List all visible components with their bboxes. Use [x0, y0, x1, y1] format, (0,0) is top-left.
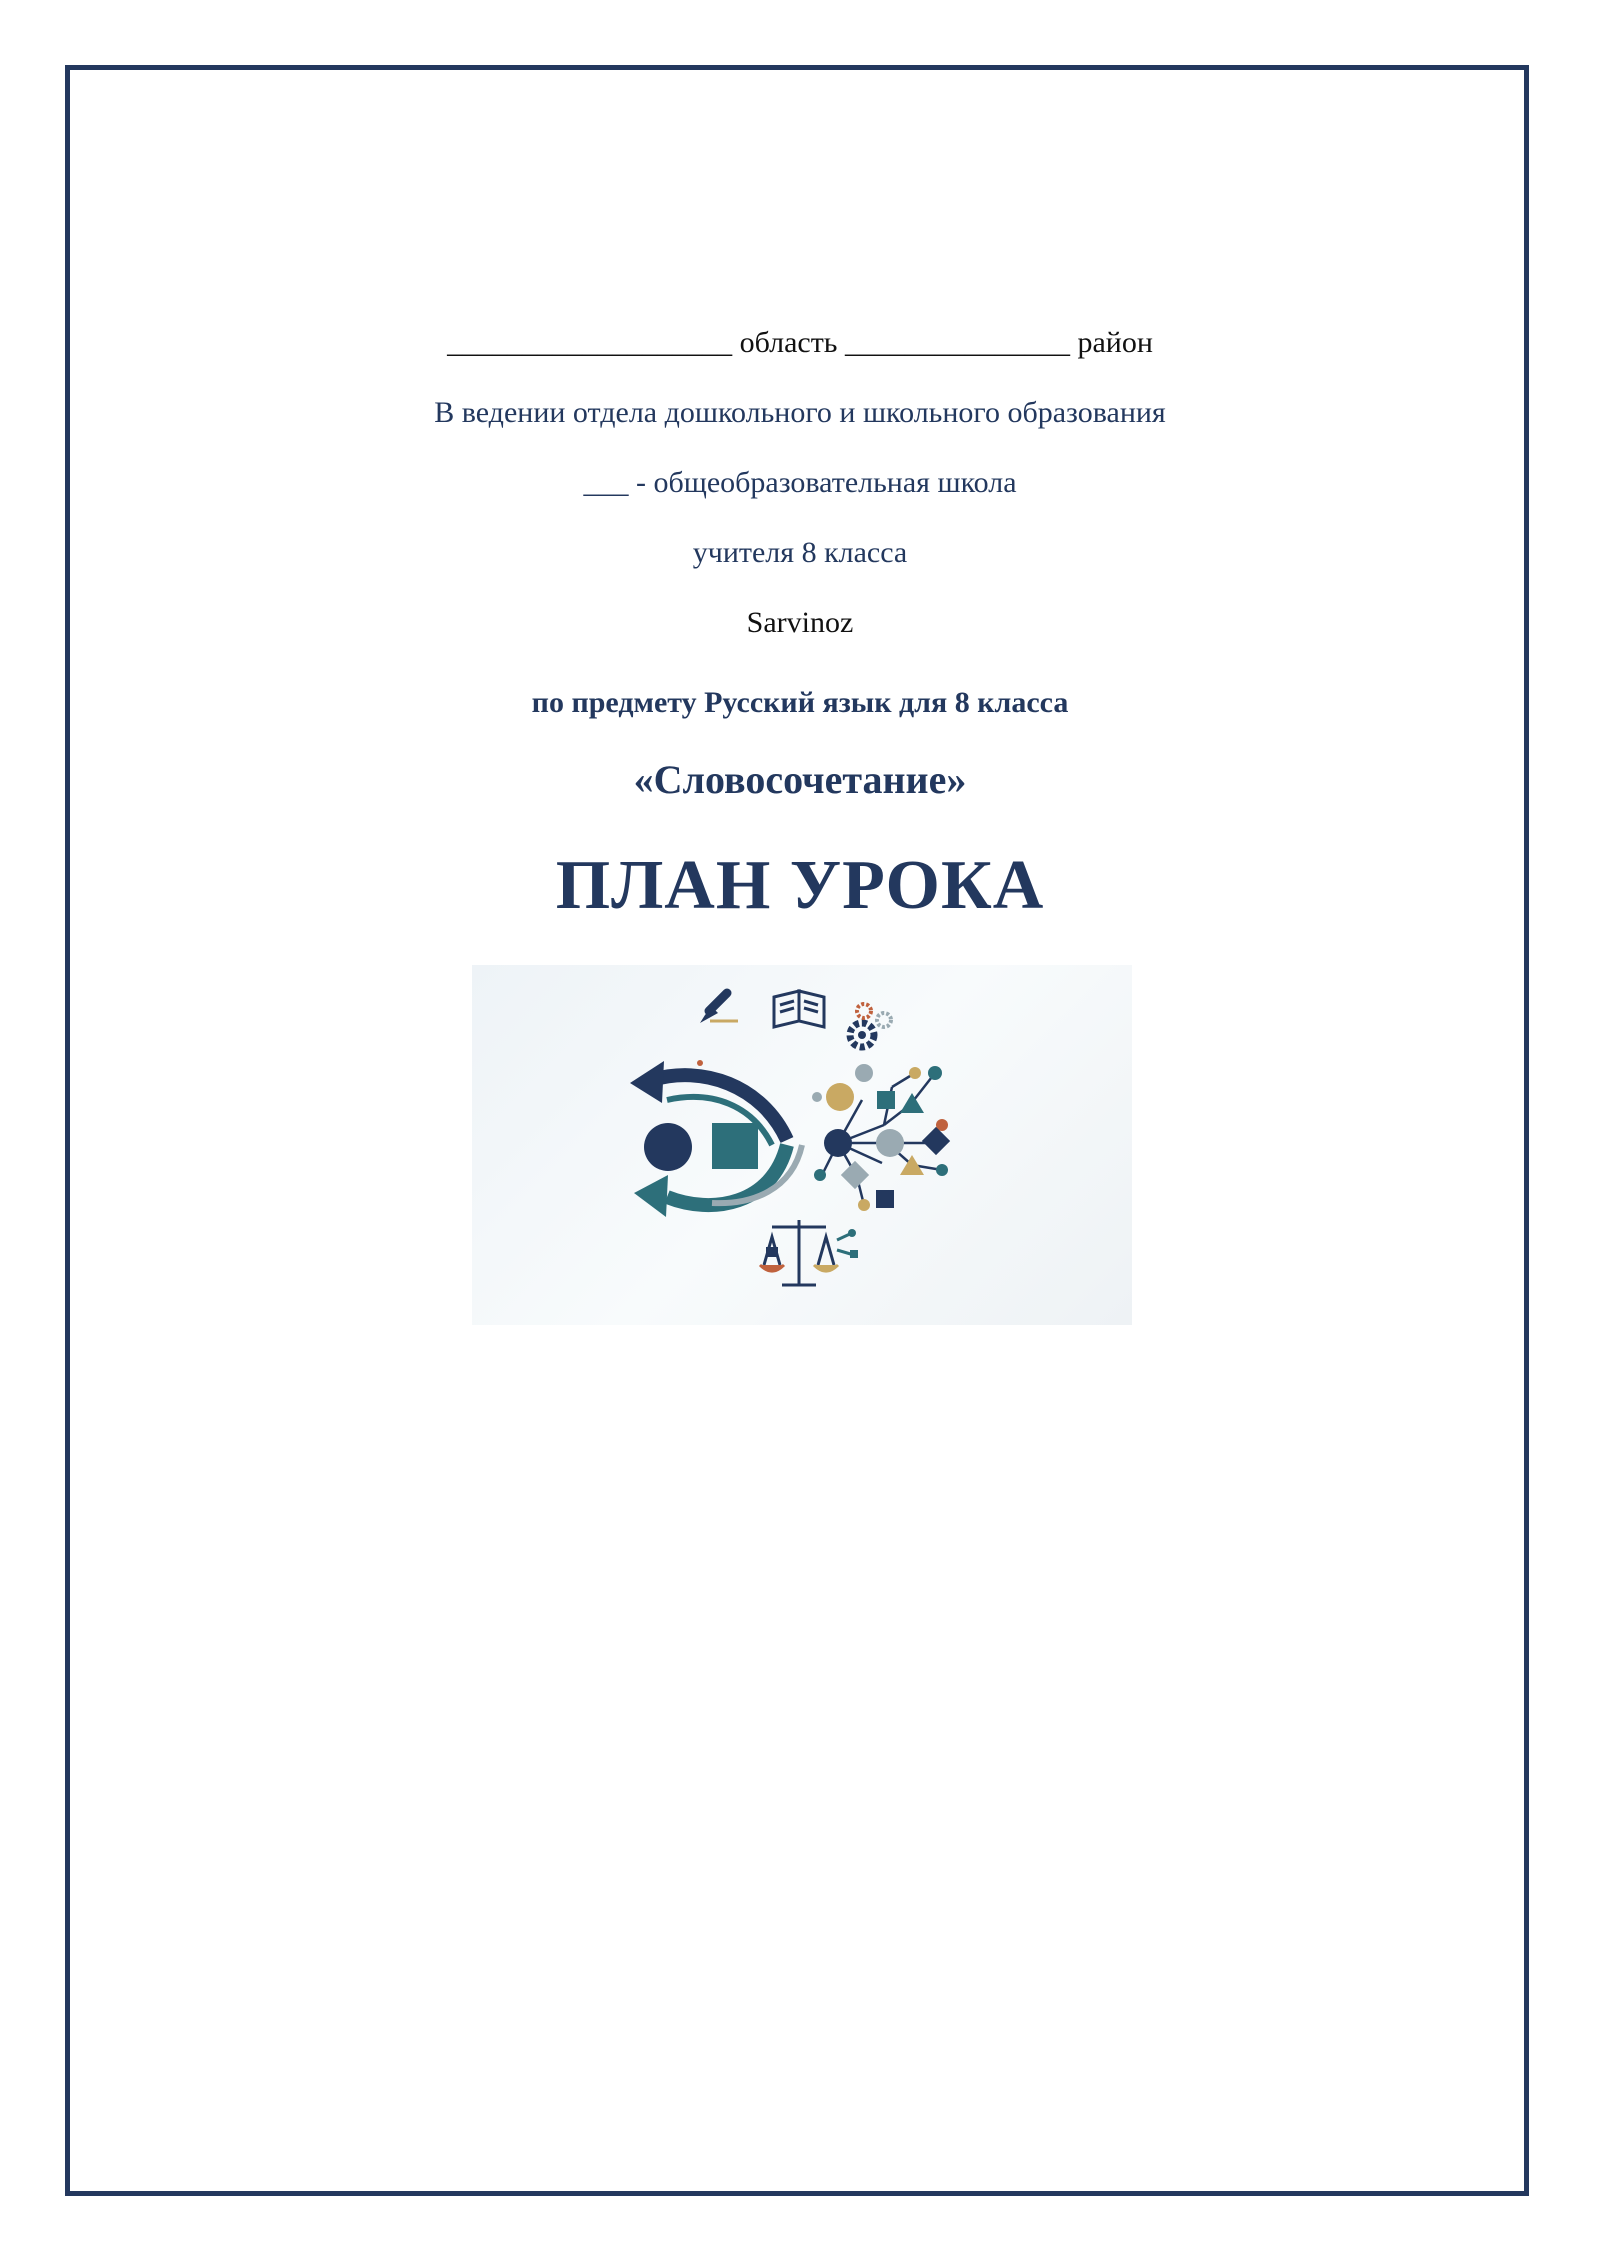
gears-icon — [850, 1004, 891, 1047]
region-district-line: ___________________ область _______________ район — [447, 326, 1153, 359]
illustration-graphic — [472, 965, 1132, 1325]
pen-icon — [700, 993, 738, 1023]
teacher-name: Sarvinoz — [746, 606, 854, 639]
square-shape — [712, 1123, 758, 1169]
subject-line: по предмету Русский язык для 8 класса — [531, 686, 1069, 719]
lesson-topic: «Словосочетание» — [633, 757, 967, 802]
circle-shape — [644, 1123, 692, 1171]
school-line: ___ - общеобразовательная школа — [583, 466, 1017, 499]
document-title: ПЛАН УРОКА — [555, 847, 1045, 924]
department-line: В ведении отдела дошкольного и школьного образования — [434, 396, 1166, 429]
scales-icon — [760, 1220, 858, 1285]
teacher-role-line: учителя 8 класса — [692, 536, 908, 569]
lesson-illustration — [472, 965, 1132, 1325]
book-icon — [774, 991, 824, 1027]
